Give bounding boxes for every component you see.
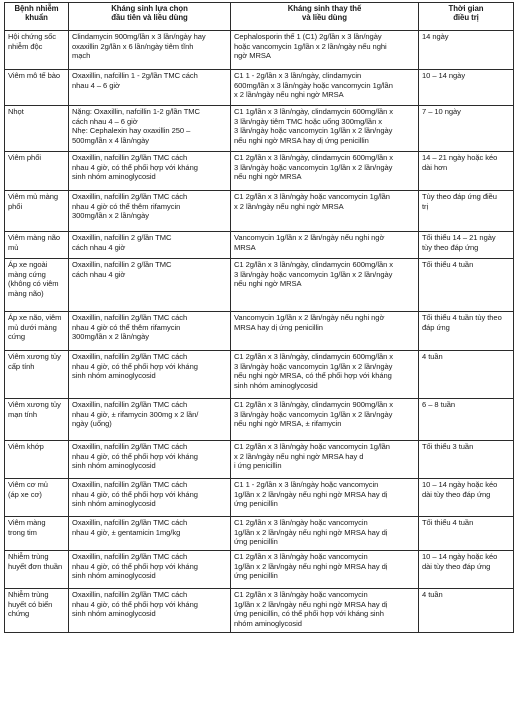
- cell-disease: Nhọt: [5, 106, 69, 152]
- cell-alternative: Cephalosporin thế 1 (C1) 2g/lần x 3 lần/ngày hoặc vancomycin 1g/lần x 2 lần/ngày nếu nghi ngờ MRSA: [231, 31, 419, 70]
- cell-duration: Tối thiểu 4 tuần tùy theo đáp ứng: [419, 312, 514, 351]
- cell-disease: Viêm mủ màng phổi: [5, 191, 69, 232]
- cell-first-line: Oxaxillin, nafcillin 2g/lần TMC cách nhau 4 giờ, có thể phối hợp với kháng sinh nhóm aminoglycosid: [69, 479, 231, 517]
- cell-disease: Viêm màng trong tim: [5, 517, 69, 551]
- table-row: [5, 152, 514, 191]
- cell-duration: Tối thiểu 3 tuần: [419, 441, 514, 479]
- table-row: [5, 479, 514, 517]
- header-alternative: Kháng sinh thay thế và liều dùng: [231, 3, 419, 31]
- table-row: [5, 589, 514, 633]
- cell-alternative: C1 2g/lần x 3 lần/ngày hoặc vancomycin 1g/lần x 2 lần/ngày nếu nghi ngờ MRSA hay dị ứng penicillin: [231, 517, 419, 551]
- table-row: [5, 399, 514, 441]
- cell-first-line: Oxaxillin, nafcillin 2 g/lần TMC cách nhau 4 giờ: [69, 232, 231, 259]
- table-row: [5, 551, 514, 589]
- cell-alternative: C1 1 - 2g/lần x 3 lần/ngày hoặc vancomycin 1g/lần x 2 lần/ngày nếu nghi ngờ MRSA hay dị ứng penicillin: [231, 479, 419, 517]
- cell-duration: 4 tuần: [419, 351, 514, 399]
- cell-disease: Viêm cơ mủ (áp xe cơ): [5, 479, 69, 517]
- cell-duration: 14 ngày: [419, 31, 514, 70]
- cell-alternative: C1 2g/lần x 3 lần/ngày hoặc vancomycin 1g/lần x 2 lần/ngày nếu nghi ngờ MRSA hay dị ứng penicillin: [231, 551, 419, 589]
- cell-duration: 7 – 10 ngày: [419, 106, 514, 152]
- cell-duration: Tối thiểu 4 tuần: [419, 517, 514, 551]
- cell-first-line: Oxaxillin, nafcillin 2g/lần TMC cách nhau 4 giờ, có thể phối hợp với kháng sinh nhóm aminoglycosid: [69, 441, 231, 479]
- cell-alternative: C1 2g/lần x 3 lần/ngày, clindamycin 600mg/lần x 3 lần/ngày hoặc vancomycin 1g/lần x 2 lần/ngày nếu nghi ngờ MRSA: [231, 152, 419, 191]
- cell-first-line: Oxaxillin, nafcillin 2g/lần TMC cách nhau 4 giờ có thể thêm rifamycin 300mg/lần x 2 lần/ngày: [69, 191, 231, 232]
- table-row: [5, 351, 514, 399]
- table-body: [5, 31, 514, 633]
- cell-alternative: C1 2g/lần x 3 lần/ngày, clindamycin 600mg/lần x 3 lần/ngày hoặc vancomycin 1g/lần x 2 lần/ngày nếu nghi ngờ MRSA: [231, 259, 419, 312]
- header-first-line: Kháng sinh lựa chọn đầu tiên và liều dùng: [69, 3, 231, 31]
- antibiotic-table: [4, 2, 514, 633]
- cell-disease: Viêm mô tế bào: [5, 70, 69, 106]
- cell-first-line: Oxaxillin, nafcillin 2g/lần TMC cách nhau 4 giờ, có thể phối hợp với kháng sinh nhóm aminoglycosid: [69, 551, 231, 589]
- cell-disease: Viêm màng não mủ: [5, 232, 69, 259]
- cell-alternative: C1 2g/lần x 3 lần/ngày hoặc vancomycin 1g/lần x 2 lần/ngày nếu nghi ngờ MRSA: [231, 191, 419, 232]
- table-row: [5, 31, 514, 70]
- table-row: [5, 259, 514, 312]
- cell-first-line: Oxaxillin, nafcillin 2g/lần TMC cách nhau 4 giờ, có thể phối hợp với kháng sinh nhóm aminoglycosid: [69, 589, 231, 633]
- cell-alternative: Vancomycin 1g/lần x 2 lần/ngày nếu nghi ngờ MRSA hay dị ứng penicillin: [231, 312, 419, 351]
- table-row: [5, 191, 514, 232]
- cell-first-line: Oxaxillin, nafcillin 1 - 2g/lần TMC cách nhau 4 – 6 giờ: [69, 70, 231, 106]
- cell-alternative: C1 1 - 2g/lần x 3 lần/ngày, clindamycin 600mg/lần x 3 lần/ngày hoặc vancomycin 1g/lần x 2 lần/ngày nếu nghi ngờ MRSA: [231, 70, 419, 106]
- cell-disease: Viêm xương tủy mạn tính: [5, 399, 69, 441]
- cell-disease: Viêm phổi: [5, 152, 69, 191]
- cell-alternative: C1 2g/lần x 3 lần/ngày, clindamycin 900mg/lần x 3 lần/ngày hoặc vancomycin 1g/lần x 2 lần/ngày nếu nghi ngờ MRSA, ± rifamycin: [231, 399, 419, 441]
- cell-disease: Viêm khớp: [5, 441, 69, 479]
- table-row: [5, 232, 514, 259]
- cell-duration: 4 tuần: [419, 589, 514, 633]
- header-disease: Bệnh nhiễm khuẩn: [5, 3, 69, 31]
- cell-alternative: C1 2g/lần x 3 lần/ngày hoặc vancomycin 1g/lần x 2 lần/ngày nếu nghi ngờ MRSA hay dị ứng penicillin, có thể phối hợp với kháng sinh nhóm aminoglycosid: [231, 589, 419, 633]
- cell-first-line: Oxaxillin, nafcillin 2 g/lần TMC cách nhau 4 giờ: [69, 259, 231, 312]
- cell-disease: Áp xe não, viêm mủ dưới màng cứng: [5, 312, 69, 351]
- cell-duration: Tối thiểu 4 tuần: [419, 259, 514, 312]
- cell-first-line: Oxaxillin, nafcillin 2g/lần TMC cách nhau 4 giờ, ± rifamycin 300mg x 2 lần/ ngày (uống): [69, 399, 231, 441]
- cell-duration: 10 – 14 ngày hoặc kéo dài tùy theo đáp ứng: [419, 479, 514, 517]
- table-row: [5, 312, 514, 351]
- cell-duration: 10 – 14 ngày hoặc kéo dài tùy theo đáp ứng: [419, 551, 514, 589]
- cell-first-line: Oxaxillin, nafcillin 2g/lần TMC cách nhau 4 giờ, ± gentamicin 1mg/kg: [69, 517, 231, 551]
- cell-disease: Nhiễm trùng huyết có biến chứng: [5, 589, 69, 633]
- cell-disease: Nhiễm trùng huyết đơn thuần: [5, 551, 69, 589]
- cell-alternative: C1 2g/lần x 3 lần/ngày hoặc vancomycin 1g/lần x 2 lần/ngày nếu nghi ngờ MRSA hay d i ứng penicillin: [231, 441, 419, 479]
- cell-duration: 14 – 21 ngày hoặc kéo dài hơn: [419, 152, 514, 191]
- cell-disease: Hội chứng sốc nhiễm độc: [5, 31, 69, 70]
- header-duration: Thời gian điều trị: [419, 3, 514, 31]
- table-header-row: [5, 3, 514, 31]
- cell-duration: 6 – 8 tuần: [419, 399, 514, 441]
- table-row: [5, 441, 514, 479]
- cell-duration: 10 – 14 ngày: [419, 70, 514, 106]
- cell-alternative: Vancomycin 1g/lần x 2 lần/ngày nếu nghi ngờ MRSA: [231, 232, 419, 259]
- table-row: [5, 517, 514, 551]
- cell-first-line: Oxaxillin, nafcillin 2g/lần TMC cách nhau 4 giờ, có thể phối hợp với kháng sinh nhóm aminoglycosid: [69, 152, 231, 191]
- cell-alternative: C1 2g/lần x 3 lần/ngày, clindamycin 600mg/lần x 3 lần/ngày hoặc vancomycin 1g/lần x 2 lần/ngày nếu nghi ngờ MRSA, có thể phối hợp với kháng sinh nhóm aminoglycosid: [231, 351, 419, 399]
- cell-first-line: Oxaxillin, nafcillin 2g/lần TMC cách nhau 4 giờ có thể thêm rifamycin 300mg/lần x 2 lần/ngày: [69, 312, 231, 351]
- cell-disease: Áp xe ngoài màng cứng (không có viêm màng não): [5, 259, 69, 312]
- cell-disease: Viêm xương tủy cấp tính: [5, 351, 69, 399]
- cell-first-line: Clindamycin 900mg/lần x 3 lần/ngày hay oxaxillin 2g/lần x 6 lần/ngày tiêm tĩnh mạch: [69, 31, 231, 70]
- cell-duration: Tối thiểu 14 – 21 ngày tùy theo đáp ứng: [419, 232, 514, 259]
- cell-first-line: Nặng: Oxaxillin, nafcillin 1-2 g/lần TMC cách nhau 4 – 6 giờ Nhẹ: Cephalexin hay oxaxillin 250 – 500mg/lần x 4 lần/ngày: [69, 106, 231, 152]
- cell-first-line: Oxaxillin, nafcillin 2g/lần TMC cách nhau 4 giờ, có thể phối hợp với kháng sinh nhóm aminoglycosid: [69, 351, 231, 399]
- table-row: [5, 106, 514, 152]
- cell-duration: Tùy theo đáp ứng điều trị: [419, 191, 514, 232]
- cell-alternative: C1 1g/lần x 3 lần/ngày, clindamycin 600mg/lần x 3 lần/ngày tiêm TMC hoặc uống 300mg/lần x 3 lần/ngày hoặc vancomycin 1g/lần x 2 lần/ngày nếu nghi ngờ MRSA hay dị ứng penicillin: [231, 106, 419, 152]
- table-row: [5, 70, 514, 106]
